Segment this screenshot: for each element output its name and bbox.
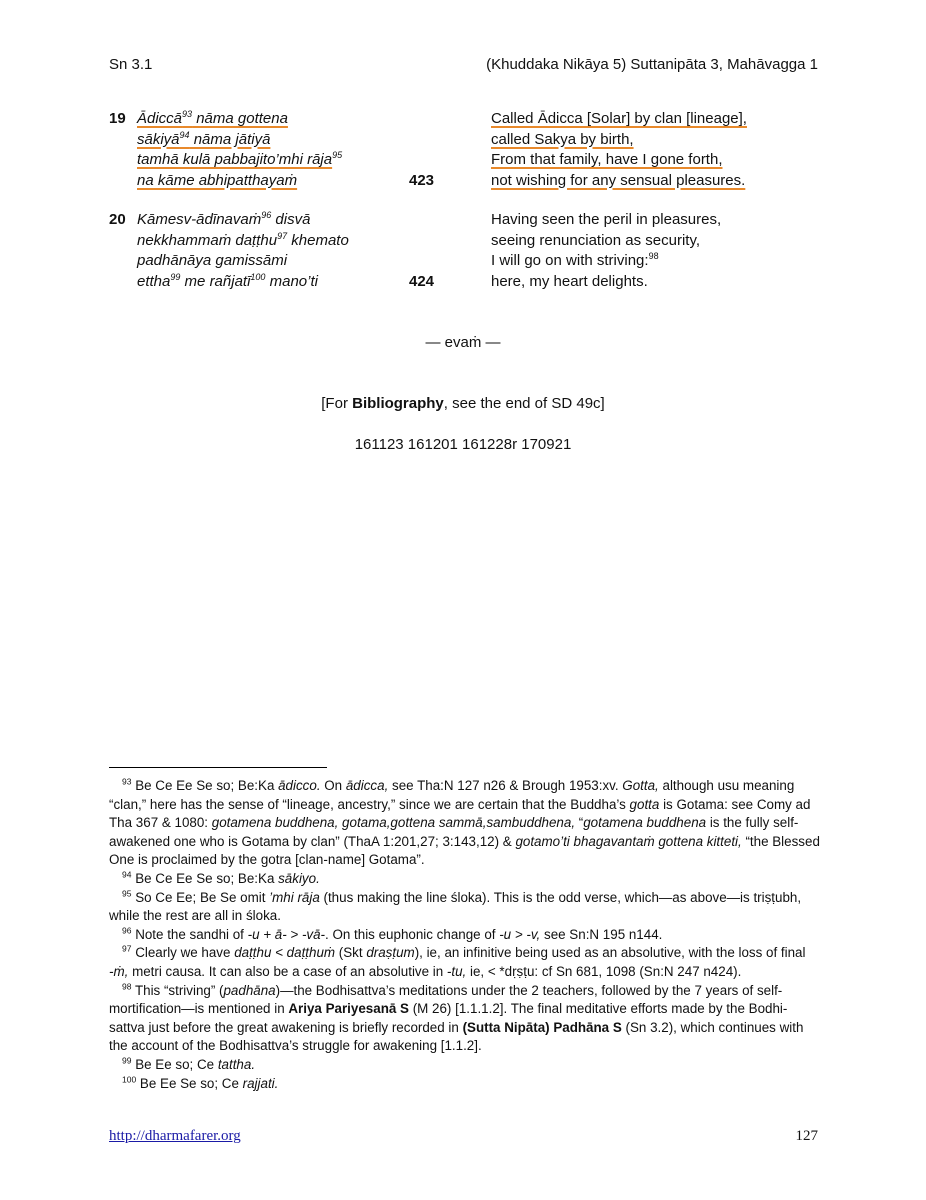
footnote-97: $^{97}$ Clearly we have daṭṭhu < daṭṭhuṁ (Skt draṣṭum), ie, an infinitive being used as an absolutive, with the loss of final -ṁ, metri causa. It can also be a case of an absolutive in -tu, ie, < *dṛṣṭu: cf Sn 681, 1098 (Sn:N 247 n424). <box>109 943 806 979</box>
pali-line: Ādiccā$^{93}$ nāma gottena <box>137 109 288 127</box>
running-header-left: Sn 3.1 <box>109 56 153 73</box>
english-line: not wishing for any sensual pleasures. <box>491 171 746 189</box>
verse-line <box>109 150 819 171</box>
verse-number: 20 <box>109 211 126 228</box>
english-line: here, my heart delights. <box>491 272 648 290</box>
verse-line <box>109 210 819 231</box>
website-link[interactable]: http://dharmafarer.org <box>109 1128 241 1144</box>
line-number: 423 <box>409 171 435 189</box>
verse-19 <box>109 109 819 191</box>
footnote-98: $^{98}$ This “striving” (padhāna)—the Bodhisattva’s meditations under the 2 teachers, followed by the 7 years of self-mortification—is mentioned in Ariya Pariyesanā S (M 26) [1.1.1.2]. The final meditative efforts made by the Bodhi-sattva just before the great awakening is briefly recorded in (Sutta Nipāta) Padhāna S (Sn 3.2), which continues with the account of the Bodhisattva’s struggle for awakening [1.1.2]. <box>109 981 804 1054</box>
footnote-96: $^{96}$ Note the sandhi of -u + ā- > -vā-. On this euphonic change of -u > -v, see Sn:N 195 n144. <box>122 925 663 942</box>
bibliography-note: [For Bibliography, see the end of SD 49c] <box>321 395 605 412</box>
verse-number: 19 <box>109 110 126 127</box>
verse-line <box>109 109 819 130</box>
pali-line: tamhā kulā pabbajito’mhi rāja$^{95}$ <box>137 150 343 168</box>
footnote-93: $^{93}$ Be Ce Ee Se so; Be:Ka ādicco. On ādicca, see Tha:N 127 n26 & Brough 1953:xv. Gotta, although usu meaning “clan,” here has the sense of “lineage, ancestry,” since we are certain that the Buddha’s gotta is Gotama: see Comy ad Tha 367 & 1080: gotamena buddhena, gotama,gottena sammā,sambuddhena, “gotamena buddhena is the fully self-awakened one who is Gotama by clan” (ThaA 1:201,27; 3:143,12) & gotamo’ti bhagavantaṁ gottena kitteti, “the Blessed One is proclaimed by the gotra [clan-name] Gotama”. <box>109 776 820 868</box>
footnote-99: $^{99}$ Be Ee so; Ce tattha. <box>122 1055 256 1072</box>
english-line: Having seen the peril in pleasures, <box>491 211 722 228</box>
verse-line <box>109 231 819 252</box>
verse-line <box>109 251 819 272</box>
verse-20 <box>109 210 819 292</box>
footnote-ref: 98 <box>648 251 659 261</box>
running-header-right: (Khuddaka Nikāya 5) Suttanipāta 3, Mahāvagga 1 <box>486 56 818 73</box>
evam-closing: — evaṁ — <box>425 334 501 351</box>
footnote-divider <box>109 767 327 768</box>
verse-line <box>109 130 819 151</box>
pali-line: padhānāya gamissāmi <box>137 252 288 269</box>
english-line: Called Ādicca [Solar] by clan [lineage], <box>491 110 747 127</box>
footnote-94: $^{94}$ Be Ce Ee Se so; Be:Ka sākiyo. <box>122 869 320 886</box>
line-number: 424 <box>409 272 435 290</box>
pali-line: na kāme abhipatthayaṁ <box>137 171 298 189</box>
footnote-100: $^{100}$ Be Ee Se so; Ce rajjati. <box>122 1074 279 1091</box>
pali-line: ettha$^{99}$ me rañjatī$^{100}$ mano’ti <box>137 271 318 290</box>
revision-dates: 161123 161201 161228r 170921 <box>354 436 572 453</box>
page-number: 127 <box>795 1128 818 1144</box>
footnotes <box>109 777 821 1093</box>
english-line: I will go on with striving:$^{98}$ <box>491 251 659 269</box>
footnote-95: $^{95}$ So Ce Ee; Be Se omit ’mhi rāja (thus making the line śloka). This is the odd verse, which—as above—is triṣṭubh, while the rest are all in śloka. <box>109 888 802 924</box>
pali-line: nekkhammaṁ daṭṭhu$^{97}$ khemato <box>137 230 349 249</box>
pali-line: sākiyā$^{94}$ nāma jātiyā <box>137 129 271 148</box>
english-line: From that family, have I gone forth, <box>491 151 723 168</box>
english-line: seeing renunciation as security, <box>491 231 701 249</box>
pali-line: Kāmesv-ādīnavaṁ$^{96}$ disvā <box>137 210 311 228</box>
verse-line <box>109 272 819 293</box>
verse-line <box>109 171 819 192</box>
english-line: called Sakya by birth, <box>491 130 634 148</box>
